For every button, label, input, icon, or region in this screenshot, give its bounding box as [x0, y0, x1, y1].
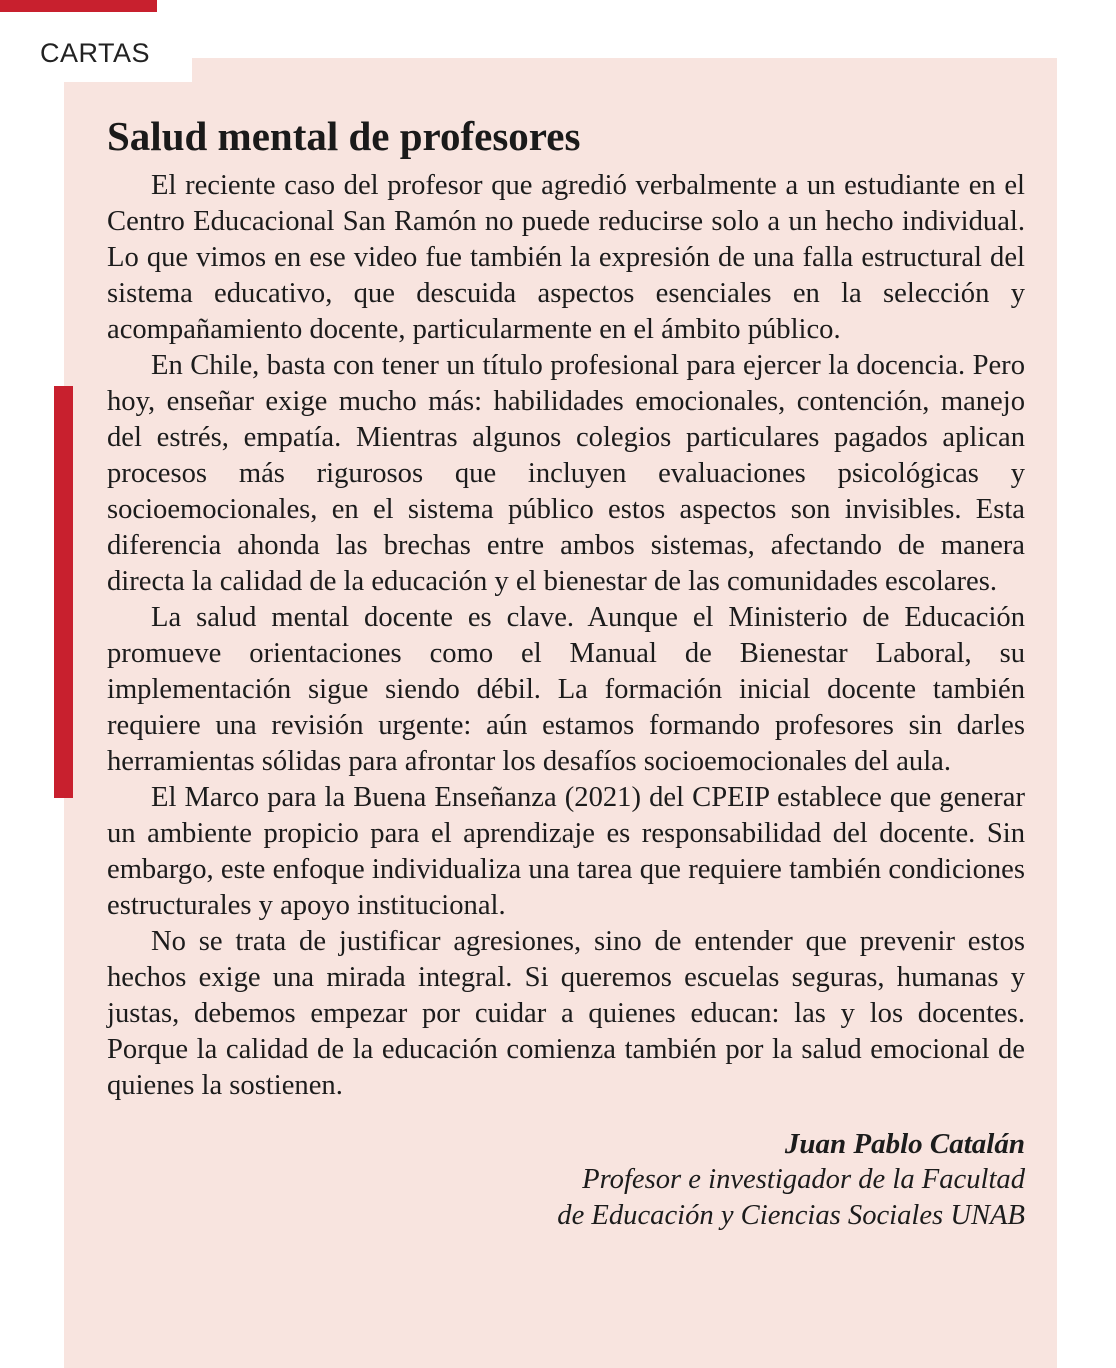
headline: Salud mental de profesores	[107, 113, 581, 159]
paragraph-3: La salud mental docente es clave. Aunque el Ministerio de Educación promueve orientaciones como el Manual de Bienestar Laboral, su implementación sigue siendo débil. La formación inicial docente también requiere una revisión urgente: aún estamos formando profesores sin darles herramientas sólidas para afrontar los desafíos socioemocionales del aula.	[107, 602, 1025, 777]
section-label: CARTAS	[40, 38, 151, 68]
author-name: Juan Pablo Catalán	[784, 1128, 1025, 1160]
paragraph-2: En Chile, basta con tener un título profesional para ejercer la docencia. Pero hoy, enseñar exige mucho más: habilidades emocionales, contención, manejo del estrés, empatía. Mientras algunos colegios particulares pagados aplican procesos más rigurosos que incluyen evaluaciones psicológicas y socioemocionales, en el sistema público estos aspectos son invisibles. Esta diferencia ahonda las brechas entre ambos sistemas, afectando de manera directa la calidad de la educación y el bienestar de las comunidades escolares.	[107, 350, 1025, 597]
letter-article	[107, 112, 1025, 1234]
signature-block	[107, 1126, 1025, 1234]
author-role-line-1: Profesor e investigador de la Facultad	[582, 1164, 1025, 1195]
paragraph-4: El Marco para la Buena Enseñanza (2021) del CPEIP establece que generar un ambiente propicio para el aprendizaje es responsabilidad del docente. Sin embargo, este enfoque individualiza una tarea que requiere también condiciones estructurales y apoyo institucional.	[107, 782, 1025, 921]
paragraph-5: No se trata de justificar agresiones, sino de entender que prevenir estos hechos exige una mirada integral. Si queremos escuelas seguras, humanas y justas, debemos empezar por cuidar a quienes educan: las y los docentes. Porque la calidad de la educación comienza también por la salud emocional de quienes la sostienen.	[107, 926, 1025, 1101]
top-accent-rule	[0, 0, 157, 12]
paragraph-1: El reciente caso del profesor que agredió verbalmente a un estudiante en el Centro Educacional San Ramón no puede reducirse solo a un hecho individual. Lo que vimos en ese video fue también la expresión de una falla estructural del sistema educativo, que descuida aspectos esenciales en la selección y acompañamiento docente, particularmente en el ámbito público.	[107, 170, 1025, 345]
side-accent-bar	[54, 386, 73, 798]
author-role-line-2: de Educación y Ciencias Sociales UNAB	[557, 1200, 1025, 1231]
